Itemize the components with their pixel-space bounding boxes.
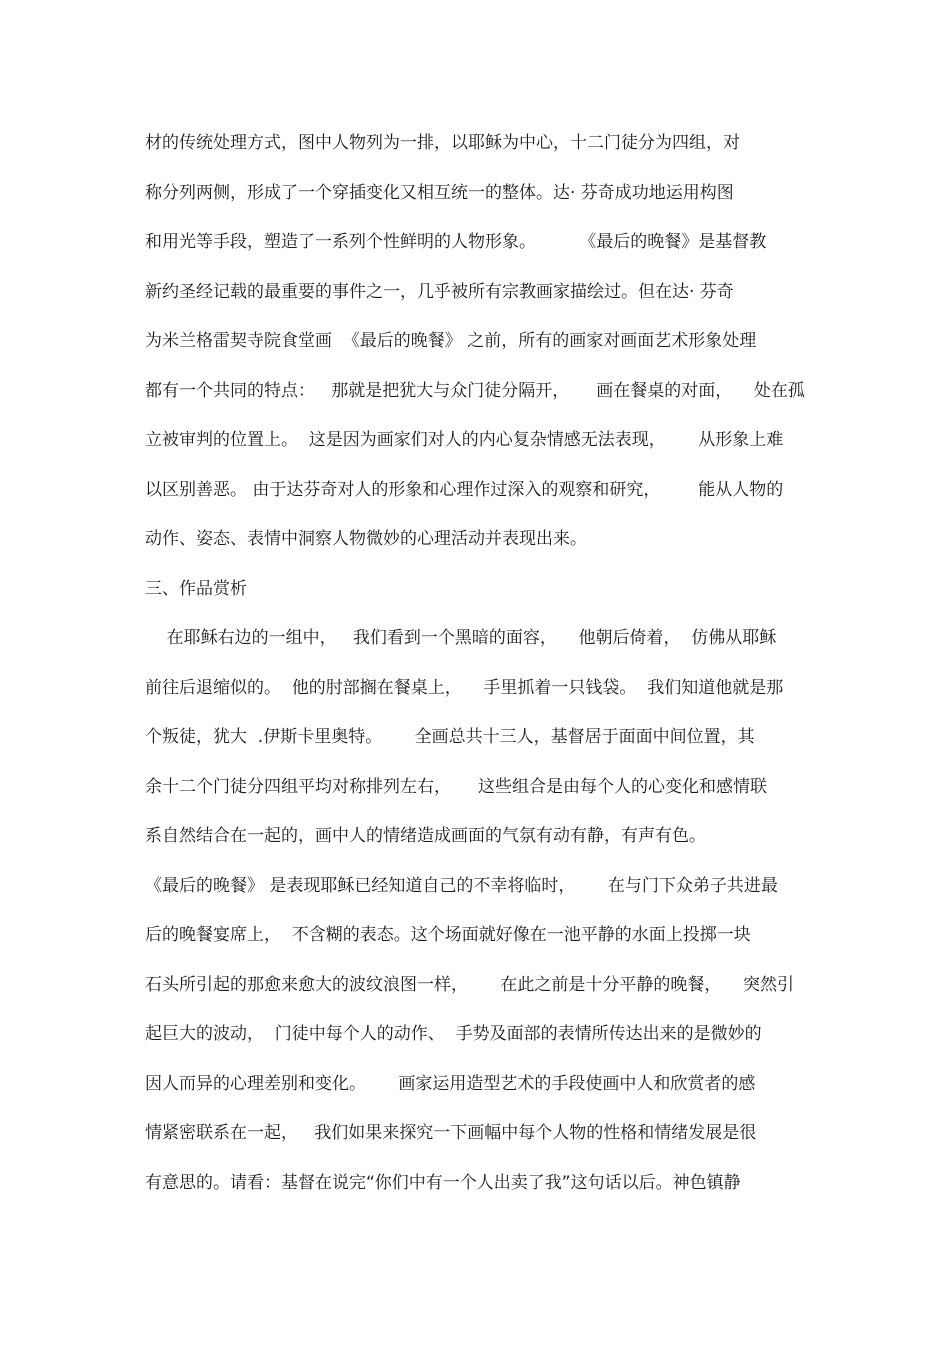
text-line: 后的晚餐宴席上， 不含糊的表态。这个场面就好像在一池平静的水面上投掷一块: [145, 925, 751, 945]
text-line: 在耶稣右边的一组中， 我们看到一个黑暗的面容， 他朝后倚着， 仿佛从耶稣: [145, 628, 777, 648]
text-line: 以区别善恶。 由于达芬奇对人的形象和心理作过深入的观察和研究， 能从人物的: [145, 479, 784, 500]
text-line: 情紧密联系在一起， 我们如果来探究一下画幅中每个人物的性格和情绪发展是很: [145, 1123, 757, 1143]
text-line: 起巨大的波动， 门徒中每个人的动作、 手势及面部的表情所传达出来的是微妙的: [145, 1024, 762, 1044]
text-line: 《最后的晚餐》 是表现耶稣已经知道自己的不幸将临时， 在与门下众弟子共进最: [145, 875, 778, 896]
text-line: 都有一个共同的特点： 那就是把犹大与众门徒分隔开， 画在餐桌的对面， 处在孤: [145, 380, 805, 401]
text-line: 动作、姿态、表情中洞察人物微妙的心理活动并表现出来。: [145, 529, 587, 549]
text-line: 个叛徒，犹大 .伊斯卡里奥特。 全画总共十三人，基督居于面面中间位置，其: [145, 727, 755, 747]
body-text: [145, 128, 815, 1217]
text-line: 余十二个门徒分四组平均对称排列左右， 这些组合是由每个人的心变化和感情联: [145, 776, 768, 797]
text-line: 和用光等手段，塑造了一系列个性鲜明的人物形象。 《最后的晚餐》是基督教: [145, 232, 767, 252]
text-line: 因人而异的心理差别和变化。 画家运用造型艺术的手段使画中人和欣赏者的感: [145, 1073, 756, 1094]
text-line: 新约圣经记载的最重要的事件之一，几乎被所有宗教画家描绘过。但在达· 芬奇: [145, 281, 734, 302]
text-line: 立被审判的位置上。 这是因为画家们对人的内心复杂情感无法表现， 从形象上难: [145, 430, 784, 450]
text-line: 前往后退缩似的。 他的肘部搁在餐桌上， 手里抓着一只钱袋。 我们知道他就是那: [145, 677, 784, 698]
text-line: 为米兰格雷契寺院食堂画 《最后的晚餐》 之前，所有的画家对画面艺术形象处理: [145, 331, 757, 351]
section-heading: 三、作品赏析: [145, 578, 247, 599]
text-line: 石头所引起的那愈来愈大的波纹浪图一样， 在此之前是十分平静的晚餐， 突然引: [145, 974, 795, 995]
text-line: 系自然结合在一起的，画中人的情绪造成画面的气氛有动有静，有声有色。: [145, 826, 706, 846]
text-line: 称分列两侧，形成了一个穿插变化又相互统一的整体。达· 芬奇成功地运用构图: [145, 182, 734, 203]
text-line: 材的传统处理方式，图中人物列为一排，以耶稣为中心，十二门徒分为四组，对: [145, 133, 740, 153]
text-line: 有意思的。请看：基督在说完“你们中有一个人出卖了我”这句话以后。神色镇静: [145, 1172, 741, 1193]
